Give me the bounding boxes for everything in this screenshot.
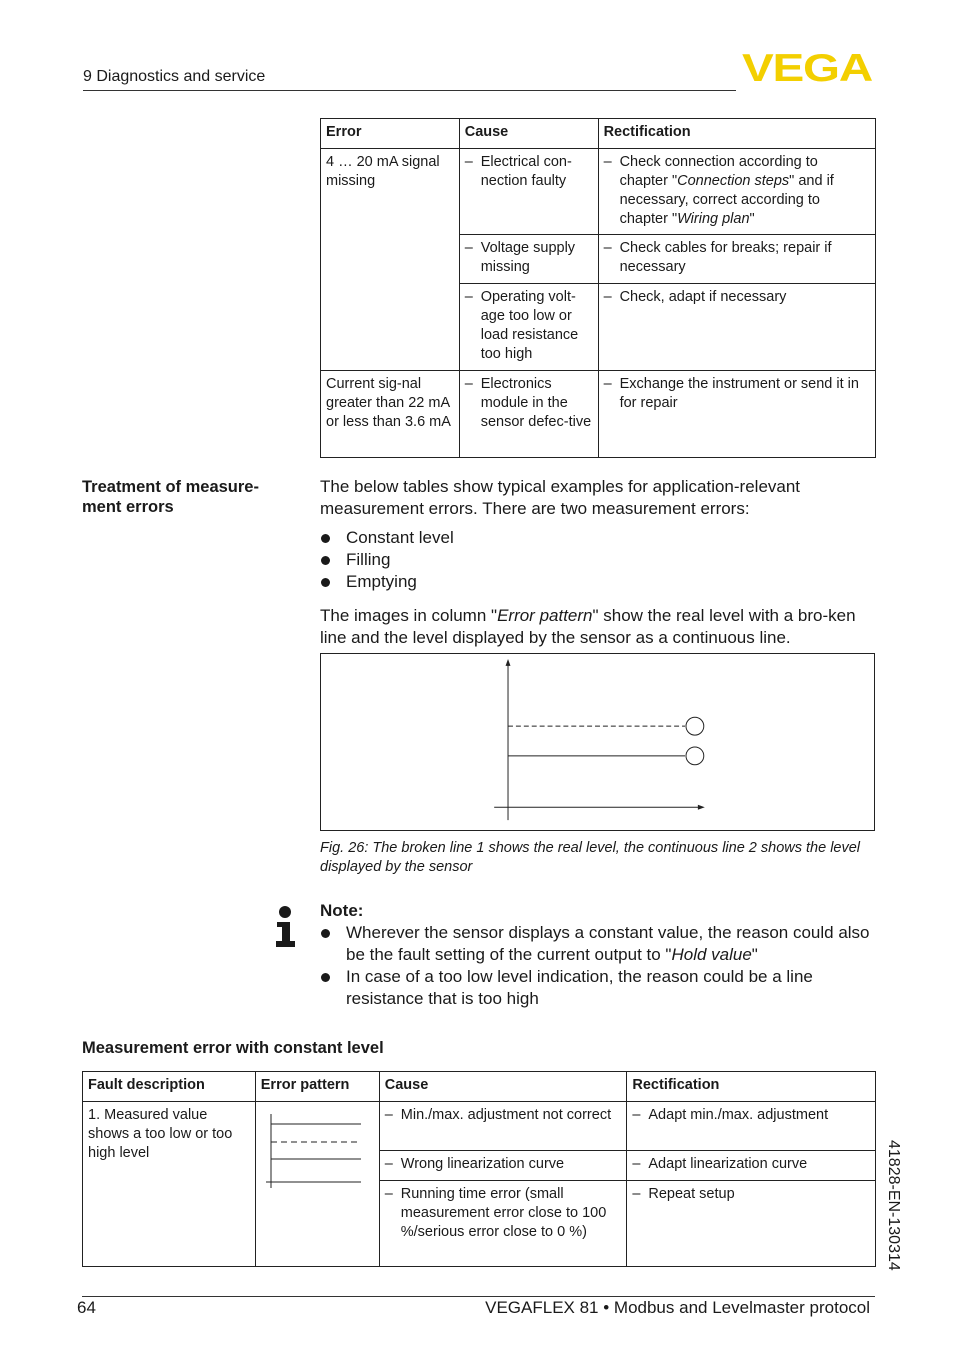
treatment-intro: The below tables show typical examples for application-relevant measurement errors. There are two measurement errors: — [320, 477, 801, 518]
error-cell: 4 … 20 mA signal missing — [321, 149, 460, 371]
table-row: – Wrong linearization curve – Adapt linearization curve — [83, 1151, 876, 1181]
rectification-cell: Check connection according to chapter "Connection steps" and if necessary, correct according to chapter "Wiring plan" — [619, 154, 834, 227]
cause-cell: Min./max. adjustment not correct — [400, 1107, 612, 1123]
cause-cell: Running time error (small measurement error close to 100 %/serious error close to 0 %) — [400, 1186, 607, 1240]
list-item: Emptying — [320, 571, 875, 593]
header-cause: Cause — [459, 119, 598, 149]
rectification-cell: Repeat setup — [648, 1186, 735, 1202]
treatment-heading: Treatment of measure-ment errors — [82, 478, 259, 516]
error-pattern-image — [256, 1102, 379, 1266]
header-rule — [83, 90, 736, 91]
section-heading: Measurement error with constant level — [82, 1039, 384, 1057]
list-item: Constant level — [320, 527, 875, 549]
note-list — [320, 922, 875, 1010]
footer-rule — [82, 1296, 875, 1297]
header-rectification: Rectification — [598, 119, 875, 149]
header-cause: Cause — [379, 1072, 627, 1102]
error-pattern-explanation: The images in column "Error pattern" show the real level with a bro-ken line and the level displayed by the sensor as a continuous line. — [320, 606, 856, 647]
cause-cell: Voltage supply missing — [480, 240, 576, 275]
table-row: 1. Measured value shows a too low or too high level – Min./max. adjustment not correct – Adapt min./max. adjustment — [83, 1102, 876, 1151]
error-table — [320, 118, 876, 458]
list-item: Wherever the sensor displays a constant value, the reason could also be the fault setting of the current output to "Hold value" — [320, 922, 875, 966]
footer-title: VEGAFLEX 81 • Modbus and Levelmaster protocol — [485, 1298, 870, 1317]
cause-cell: Electrical con-nection faulty — [480, 154, 572, 189]
rectification-cell: Adapt linearization curve — [648, 1156, 808, 1172]
rectification-cell: Check, adapt if necessary — [619, 289, 787, 305]
error-type-list — [320, 527, 875, 593]
level-diagram — [320, 653, 875, 831]
rectification-cell: Adapt min./max. adjustment — [648, 1107, 829, 1123]
table-row: – Voltage supply missing – Check cables for breaks; repair if necessary — [321, 235, 876, 284]
table-row: – Running time error (small measurement error close to 100 %/serious error close to 0 %) – Repeat setup — [83, 1181, 876, 1267]
svg-text:VEGA: VEGA — [742, 50, 874, 84]
document-code: 41828-EN-130314 — [885, 1140, 902, 1271]
header-rectification: Rectification — [627, 1072, 876, 1102]
table-row: – Operating volt-age too low or load resistance too high – Check, adapt if necessary — [321, 284, 876, 371]
fault-description-cell: 1. Measured value shows a too low or too high level — [83, 1102, 256, 1267]
cause-cell: Wrong linearization curve — [400, 1156, 565, 1172]
list-item: In case of a too low level indication, the reason could be a line resistance that is too high — [320, 966, 875, 1010]
error-cell: Current sig-nal greater than 22 mA or less than 3.6 mA — [321, 371, 460, 458]
header-section-title: 9 Diagnostics and service — [83, 68, 266, 85]
header-error: Error — [321, 119, 460, 149]
header-fault-description: Fault description — [83, 1072, 256, 1102]
figure-caption: Fig. 26: The broken line 1 shows the real level, the continuous line 2 shows the level displayed by the sensor — [320, 840, 861, 875]
page-number: 64 — [77, 1298, 96, 1317]
constant-level-table — [82, 1071, 876, 1267]
marker-1 — [686, 717, 704, 735]
table-row: 4 … 20 mA signal missing – Electrical con-nection faulty – Check connection according to chapter "Connection steps" and if necessary, correct according to chapter "Wiring plan" — [321, 149, 876, 235]
rectification-cell: Exchange the instrument or send it in for repair — [619, 376, 859, 411]
cause-cell: Operating volt-age too low or load resistance too high — [480, 289, 579, 362]
header-error-pattern: Error pattern — [255, 1072, 379, 1102]
cause-cell: Electronics module in the sensor defec-tive — [480, 376, 592, 430]
table-row: Current sig-nal greater than 22 mA or less than 3.6 mA – Electronics module in the sensor defec-tive – Exchange the instrument or send it in for repair — [321, 371, 876, 458]
vega-logo — [742, 50, 874, 84]
info-icon — [274, 905, 296, 947]
marker-2 — [686, 747, 704, 765]
note-heading: Note: — [320, 901, 364, 920]
list-item: Filling — [320, 549, 875, 571]
rectification-cell: Check cables for breaks; repair if necessary — [619, 240, 832, 275]
